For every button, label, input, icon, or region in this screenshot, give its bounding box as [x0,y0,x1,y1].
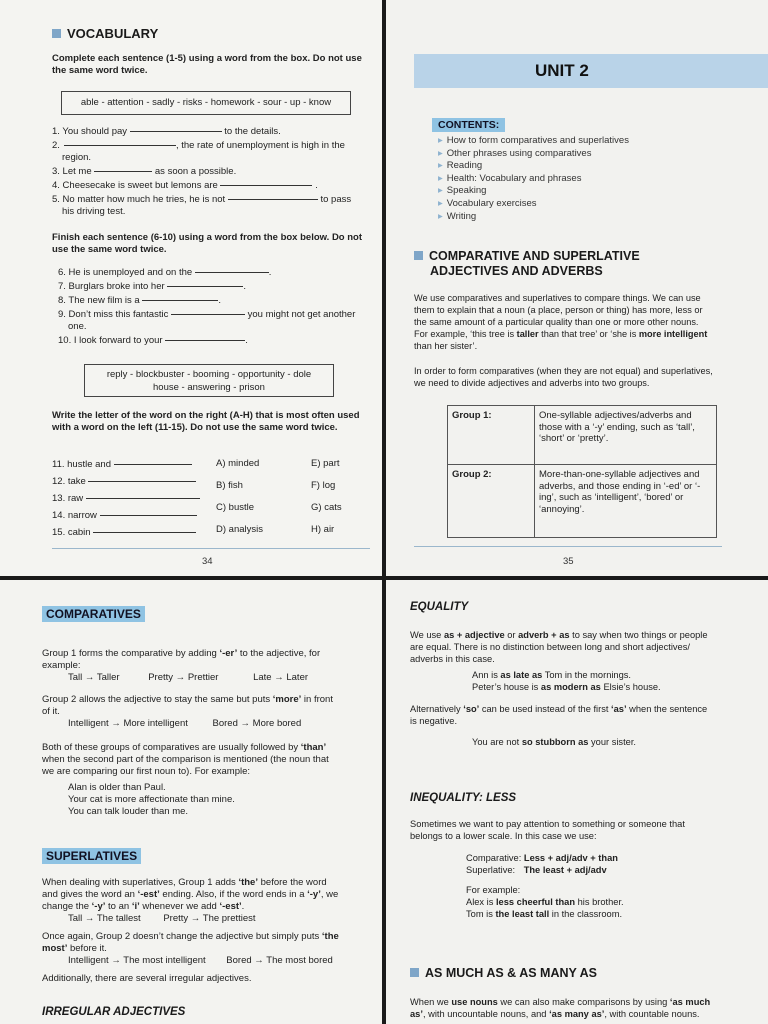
matching-left: 11. hustle and 12. take 13. raw 14. narrow 15. cabin [52,459,212,544]
toc-item: ▸ Writing [438,211,629,224]
page-number: 34 [202,556,213,567]
square-bullet-icon [414,251,423,260]
as-much-as-body: When we use nouns we can also make comparisons by using ‘as much as’, with uncountable nouns, and ‘as many as’, with countable nouns. [410,997,711,1019]
as-much-as-heading: AS MUCH AS & AS MANY AS [410,966,597,980]
groups-paragraph: In order to form comparatives (when they are not equal) and superlatives, we need to divide adjectives and adverbs into two groups. [414,366,713,388]
instruction-3: Write the letter of the word on the right (A-H) that is most often used with a word on the left (11-15). Do not use the same word twice. [52,410,360,433]
toc-item: ▸ Vocabulary exercises [438,198,629,211]
exercise-1-sentences: 1. You should pay to the details. 2. , the rate of unemployment is high in the region. 3. Let me as soon a possible. 4. Cheesecake is sweet but lemons are . 5. No matter how much he tries, he is not to pass his driving test. [52,126,352,217]
comparatives-heading: COMPARATIVES [42,606,145,622]
comparative-heading: COMPARATIVE AND SUPERLATIVE ADJECTIVES AND ADVERBS [414,249,640,279]
table-row [448,465,717,538]
unit-title: UNIT 2 [535,61,589,80]
page-34 [0,0,382,576]
group-1-description: One-syllable adjectives/adverbs and those with a ‘-y’ ending, such as ‘tall’, ‘short’ or ‘pretty’. [535,406,717,465]
instruction-2: Finish each sentence (6-10) using a word from the box below. Do not use the same word twice. [52,232,363,255]
toc-item: ▸ Speaking [438,185,629,198]
equality-body: We use as + adjective or adverb + as to say when two things or people are equal. There is no distinction between long and short adjectives/ adverbs in this case. Ann is as late as Tom in the mornings. Peter’s house is as modern as Elsie’s house. Alternatively ‘so’ can be used instead of the first ‘as’ when the sentence is negative. You are not so stubborn as your sister. [410,630,708,747]
groups-table [447,405,717,538]
instruction-1: Complete each sentence (1-5) using a word from the box. Do not use the same word twice. [52,53,362,76]
equality-heading: EQUALITY [410,601,469,613]
page-number: 35 [563,556,574,567]
word-box-2: reply - blockbuster - booming - opportunity - dole house - answering - prison [84,364,334,397]
inequality-heading: INEQUALITY: LESS [410,792,517,804]
vocabulary-heading: VOCABULARY [52,26,158,41]
contents-label: CONTENTS: [432,118,505,132]
exercise-2-sentences: 6. He is unemployed and on the . 7. Burglars broke into her . 8. The new film is a . 9. Don’t miss this fantastic you might not get another one. 10. I look forward to your . [58,267,356,346]
square-bullet-icon [410,968,419,977]
intro-paragraph: We use comparatives and superlatives to compare things. We can use them to explain that a noun (a place, person or thing) has more, less or the same amount of a particular quality than one or more other nouns. For example, ‘this tree is taller than that tree’ or ‘she is more intelligent than her sister’. [414,293,708,351]
toc-item: ▸ How to form comparatives and superlatives [438,135,629,148]
page-37 [386,580,768,1024]
superlatives-body: When dealing with superlatives, Group 1 adds ‘the’ before the word and gives the word an ‘-est’ ending. Also, if the word ends in a ‘-y’, we change the ‘-y’ to an ‘i’ whenever we add ‘-est’. Tall → The tallest Pretty → The prettiest Once again, Group 2 doesn’t change the adjective but simply puts ‘the most’ before it. Intelligent → The most intelligent Bored → The most bored Additionally, there are several irregular adjectives. [42,877,339,984]
footer-rule [414,546,722,547]
square-bullet-icon [52,29,61,38]
group-2-label: Group 2: [448,465,535,538]
superlatives-heading: SUPERLATIVES [42,848,141,864]
unit-band [414,54,768,88]
page-35 [386,0,768,576]
matching-options-a-d: A) minded B) fish C) bustle D) analysis [216,458,263,535]
irregular-heading: IRREGULAR ADJECTIVES [42,1006,186,1018]
group-2-description: More-than-one-syllable adjectives and adverbs, and those ending in ‘-ed’ or ‘-ing’, such as ‘intelligent’, ‘bored’ or ‘annoying’. [535,465,717,538]
toc-item: ▸ Other phrases using comparatives [438,148,629,161]
table-row [448,406,717,465]
comparatives-body: Group 1 forms the comparative by adding ‘-er’ to the adjective, for example: Tall → Taller Pretty → Prettier Late → Later Group 2 allows the adjective to stay the same but puts ‘more’ in front of it. Intelligent → More intelligent Bored → More bored Both of these groups of comparatives are usually followed by ‘than’ when the second part of the comparison is mentioned (the noun that we are comparing our first noun to). For example: Alan is older than Paul. Your cat is more affectionate than mine. You can talk louder than me. [42,648,333,817]
word-box-1: able - attention - sadly - risks - homework - sour - up - know [61,91,351,115]
matching-options-e-h: E) part F) log G) cats H) air [311,458,342,535]
group-1-label: Group 1: [448,406,535,465]
footer-rule [52,548,370,549]
toc-item: ▸ Reading [438,160,629,173]
inequality-body: Sometimes we want to pay attention to something or someone that belongs to a lower scale. In this case we use: Comparative: Less + adj/adv + than Superlative: The least + adj/adv For example: Alex is less cheerful than his brother. Tom is the least tall in the classroom. [410,819,685,919]
page-36 [0,580,382,1024]
toc-item: ▸ Health: Vocabulary and phrases [438,173,629,186]
contents-list [438,135,629,223]
